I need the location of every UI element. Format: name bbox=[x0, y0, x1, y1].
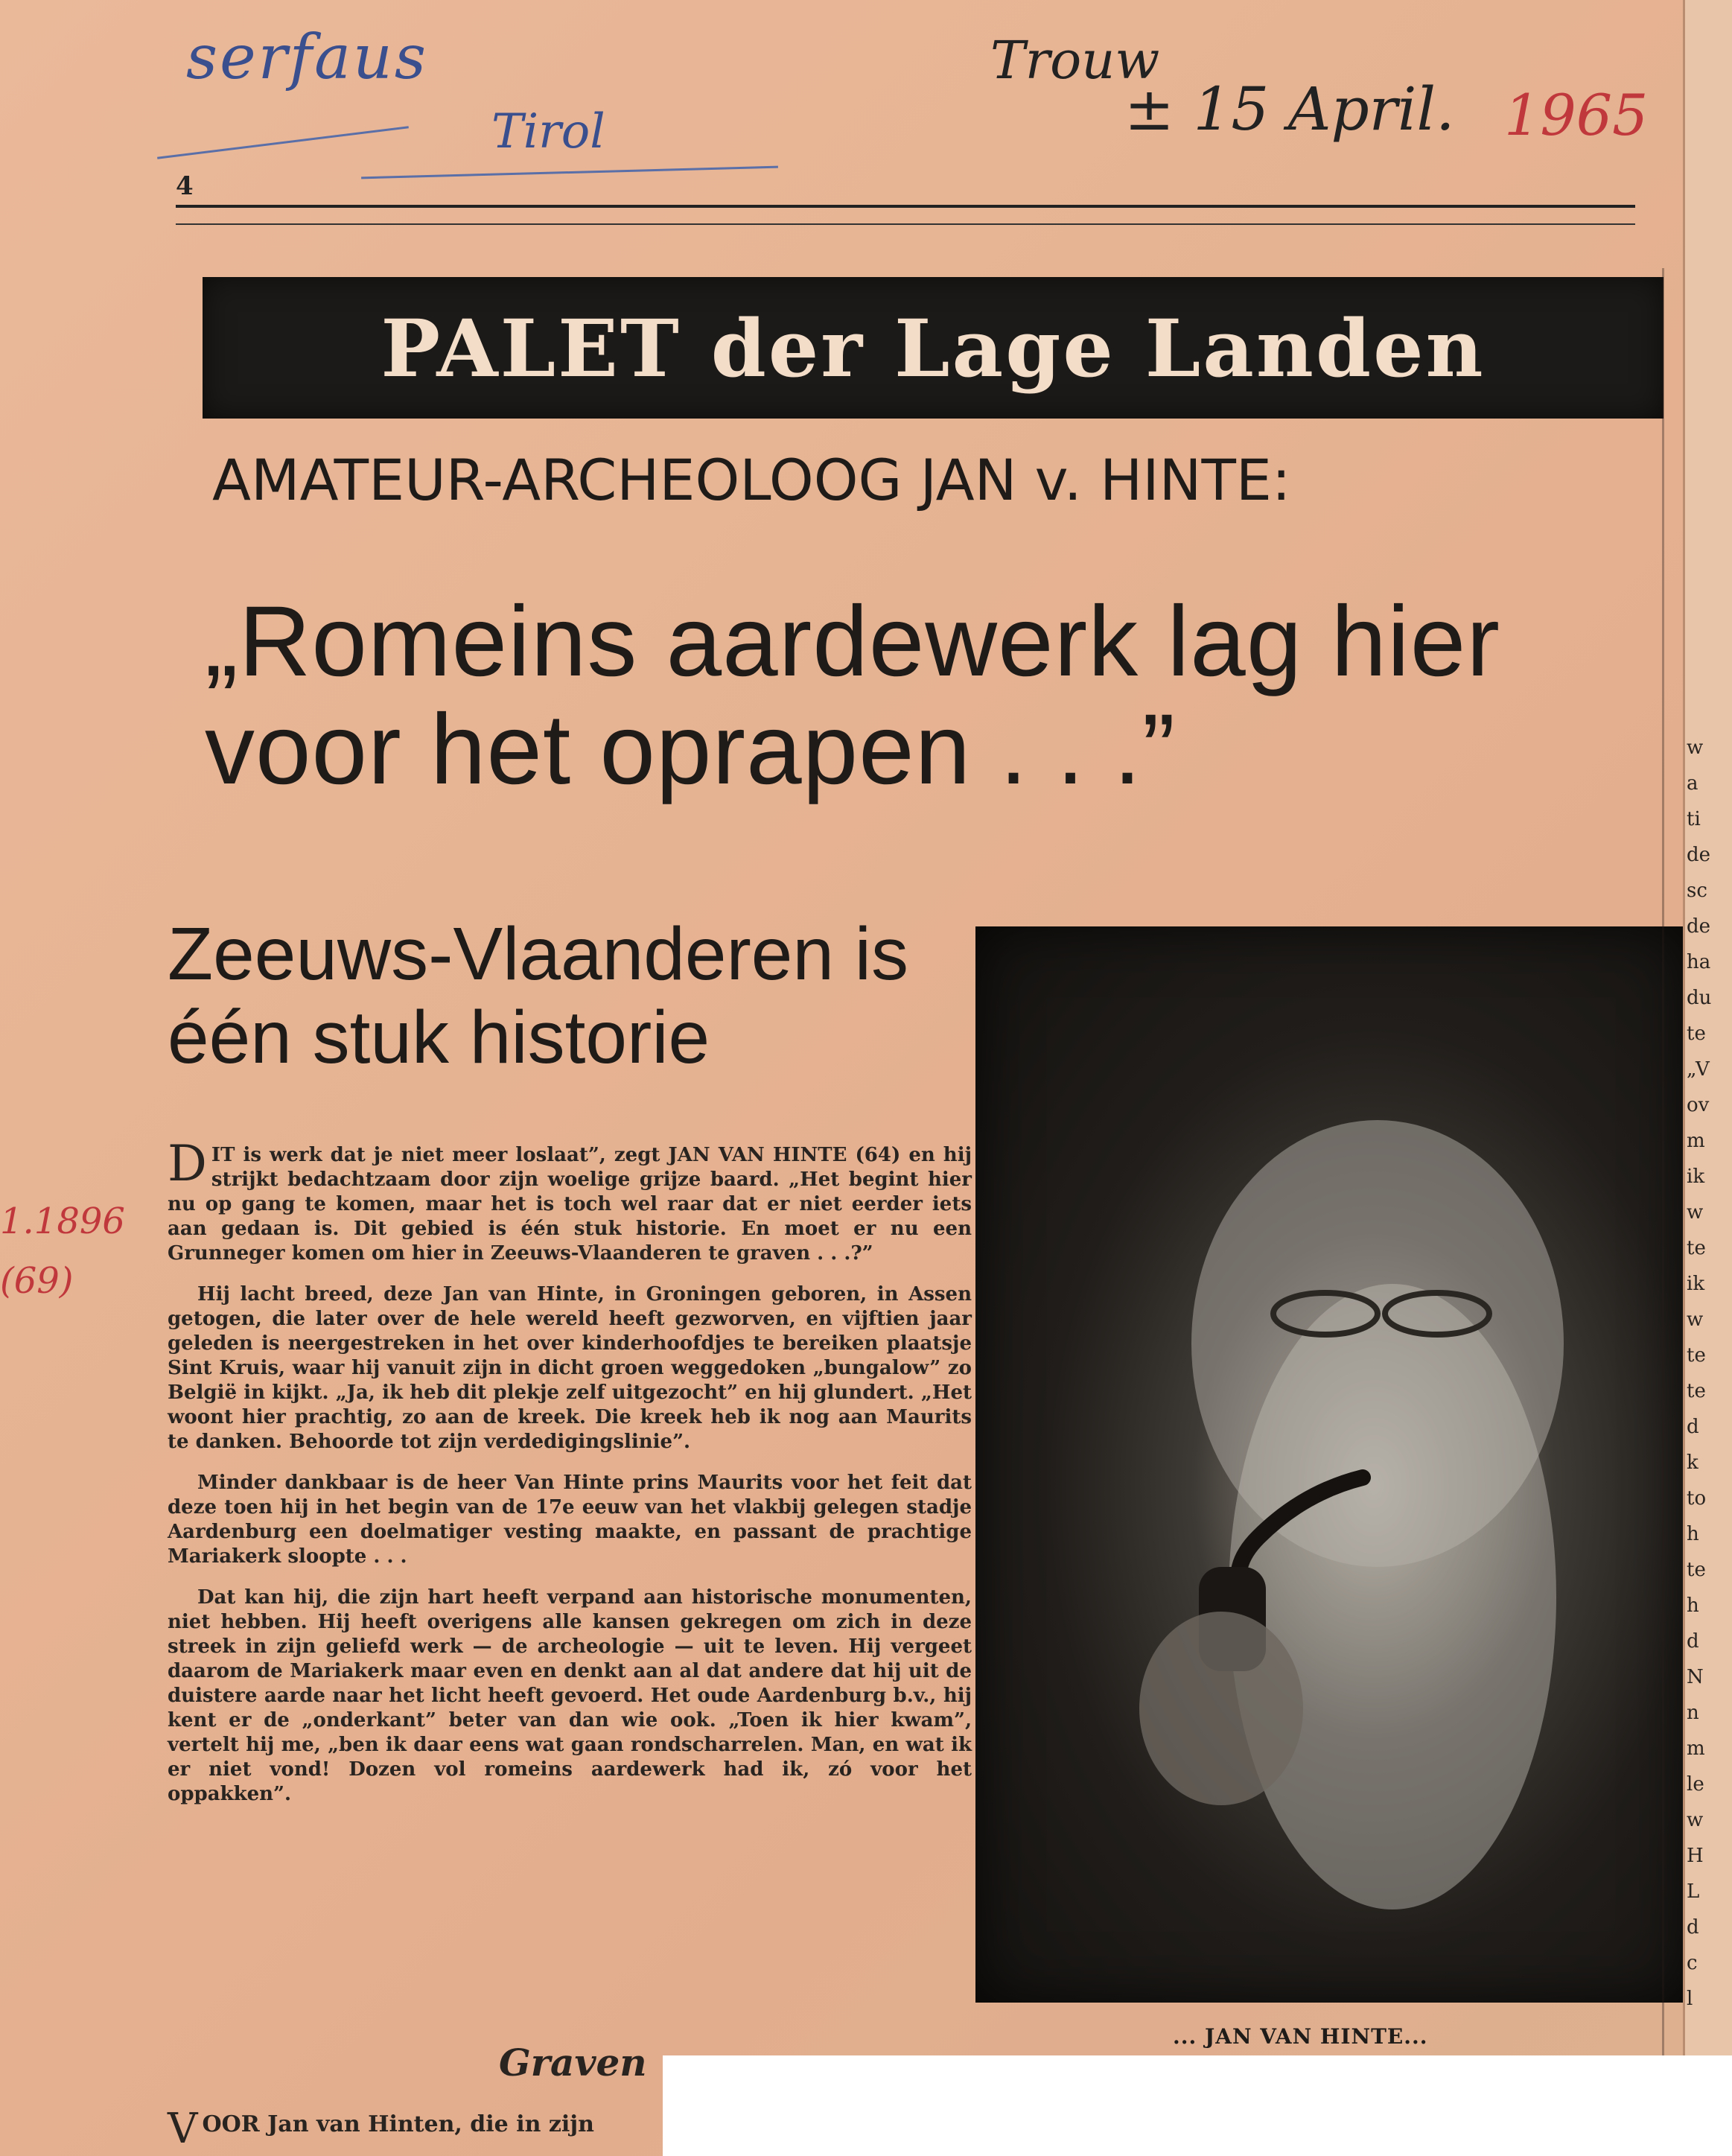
continued-text-line: OOR Jan van Hinten, die in zijn bbox=[202, 2111, 594, 2137]
section-banner bbox=[203, 277, 1663, 419]
column-fragment: c bbox=[1687, 1952, 1698, 1974]
column-fragment: ik bbox=[1687, 1166, 1705, 1188]
banner-title: PALET der Lage Landen bbox=[381, 301, 1486, 395]
column-fragment: ha bbox=[1687, 951, 1711, 973]
column-fragment: d bbox=[1687, 1630, 1699, 1653]
column-fragment: w bbox=[1687, 1308, 1704, 1331]
column-fragment: du bbox=[1687, 987, 1712, 1009]
paragraph bbox=[168, 1135, 972, 1266]
column-fragment: H bbox=[1687, 1845, 1704, 1867]
paragraph: Minder dankbaar is de heer Van Hinte prins Maurits voor het feit dat deze toen hij in het begin van de 17e eeuw van het vlakbij gelegen stadje Aardenburg een doelmatiger vesting maakte, en passant de prachtige Mariakerk sloopte . . . bbox=[168, 1472, 972, 1568]
column-fragment: a bbox=[1687, 772, 1698, 795]
column-fragment: ik bbox=[1687, 1273, 1705, 1295]
column-fragment: to bbox=[1687, 1487, 1707, 1510]
column-rule bbox=[1662, 268, 1664, 2100]
section-heading: Graven bbox=[499, 2041, 647, 2085]
column-fragment: w bbox=[1687, 1809, 1704, 1831]
column-fragment: d bbox=[1687, 1416, 1699, 1438]
column-fragment: de bbox=[1687, 844, 1711, 866]
column-fragment: te bbox=[1687, 1344, 1706, 1367]
column-fragment: n bbox=[1687, 1702, 1699, 1724]
column-fragment: l bbox=[1687, 1988, 1693, 2010]
adjacent-column-fragments bbox=[1687, 730, 1731, 2017]
photo-caption: ... JAN VAN HINTE... bbox=[1173, 2024, 1428, 2049]
portrait-photo bbox=[975, 926, 1683, 2003]
column-fragment: te bbox=[1687, 1023, 1706, 1045]
continued-text bbox=[168, 2105, 689, 2153]
column-fragment: le bbox=[1687, 1773, 1704, 1796]
portrait-illustration bbox=[975, 926, 1683, 2003]
margin-note bbox=[0, 1192, 125, 1311]
column-fragment: ti bbox=[1687, 808, 1701, 830]
column-fragment: „V bbox=[1687, 1058, 1710, 1081]
ink-underline bbox=[157, 126, 409, 159]
margin-note-line: (69) bbox=[0, 1260, 74, 1302]
column-fragment: sc bbox=[1687, 880, 1707, 902]
column-fragment: N bbox=[1687, 1666, 1704, 1688]
handwritten-date: ± 15 April. bbox=[1124, 74, 1455, 144]
column-fragment: d bbox=[1687, 1916, 1699, 1939]
column-fragment: te bbox=[1687, 1559, 1706, 1581]
header-rule bbox=[176, 223, 1635, 225]
header-rule bbox=[176, 205, 1635, 208]
paragraph: Dat kan hij, die zijn hart heeft verpand aan historische monumenten, niet hebben. Hij heeft overigens alle kansen gekregen om zich in deze streek in zijn geliefd werk — de archeologie — uit te leven. Hij vergeet daarom de Mariakerk maar even en denkt aan al dat andere dat hij uit de duistere aarde naar het licht heeft gevoerd. Het oude Aardenburg b.v., hij kent er de „onderkant” beter van dan wie ook. „Toen ik hier kwam”, vertelt hij me, „ben ik daar eens wat gaan rondscharrelen. Man, en wat ik er niet vond! Dozen vol romeins aardewerk had ik, zó voor het oppakken”. bbox=[168, 1586, 972, 1805]
column-fragment: te bbox=[1687, 1380, 1706, 1402]
column-fragment: m bbox=[1687, 1130, 1705, 1152]
column-fragment: h bbox=[1687, 1594, 1699, 1617]
paragraph-text: IT is werk dat je niet meer loslaat”, zegt JAN VAN HINTE (64) en hij strijkt bedachtzaam door zijn woelige grijze baard. „Het begint hier nu op gang te komen, maar het is toch wel raar dat er niet eerder iets aan gedaan is. Dit gebied is één stuk historie. En moet er nu een Grunneger komen om hier in Zeeuws-Vlaanderen te graven . . .?” bbox=[168, 1144, 972, 1265]
column-fragment: k bbox=[1687, 1451, 1698, 1474]
column-fragment: w bbox=[1687, 737, 1704, 759]
column-fragment: m bbox=[1687, 1737, 1705, 1760]
page-number: 4 bbox=[176, 171, 194, 201]
handwritten-year: 1965 bbox=[1504, 82, 1649, 148]
handwritten-region: Tirol bbox=[491, 104, 605, 159]
column-fragment: ov bbox=[1687, 1094, 1710, 1116]
column-fragment: h bbox=[1687, 1523, 1699, 1545]
drop-cap: V bbox=[168, 2105, 198, 2153]
kicker-line: AMATEUR-ARCHEOLOOG JAN v. HINTE: bbox=[212, 447, 1291, 513]
column-fragment: w bbox=[1687, 1201, 1704, 1224]
handwritten-location: serfaus bbox=[186, 22, 428, 93]
column-fragment: te bbox=[1687, 1237, 1706, 1259]
handwritten-newspaper: Trouw bbox=[990, 30, 1160, 91]
margin-note-line: 1.1896 bbox=[0, 1201, 125, 1242]
column-fragment: de bbox=[1687, 915, 1711, 938]
article-body bbox=[168, 1135, 972, 1823]
headline: „Romeins aardewerk lag hier voor het oprapen . . .” bbox=[205, 586, 1500, 805]
torn-edge bbox=[663, 2055, 1732, 2156]
subheadline: Zeeuws-Vlaanderen is één stuk historie bbox=[168, 912, 908, 1079]
paragraph: Hij lacht breed, deze Jan van Hinte, in Groningen geboren, in Assen getogen, die later over de hele wereld heeft gezworven, en vijftien jaar geleden is neergestreken in het over kinderhoofdjes te bereiken plaatsje Sint Kruis, waar hij vanuit zijn in dicht groen weggedoken „bungalow” zo België in kijkt. „Ja, ik heb dit plekje zelf uitgezocht” en hij glundert. „Het woont hier prachtig, zo aan de kreek. Die kreek heb ik nog aan Maurits te danken. Behoorde tot zijn verdedigingslinie”. bbox=[168, 1283, 972, 1453]
drop-cap: D bbox=[168, 1135, 207, 1192]
column-fragment: L bbox=[1687, 1880, 1700, 1903]
ink-underline bbox=[361, 166, 778, 179]
